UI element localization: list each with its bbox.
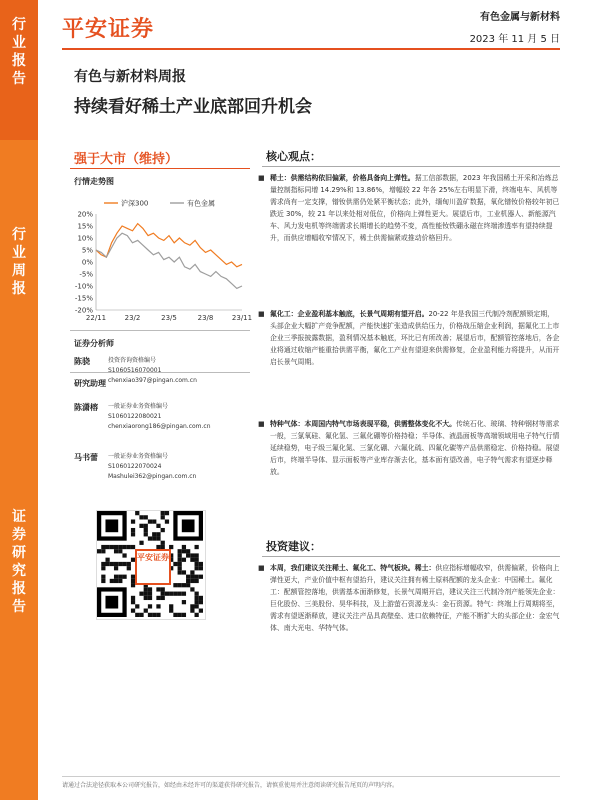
invest-divider bbox=[262, 556, 560, 557]
qr-module bbox=[182, 558, 186, 562]
qr-module bbox=[152, 532, 156, 536]
section-divider bbox=[70, 330, 250, 331]
assistant-email[interactable]: Mashulei362@pingan.com.cn bbox=[108, 473, 197, 480]
legend-label: 沪深300 bbox=[121, 199, 149, 208]
assistant-license-number: S1060122080021 bbox=[108, 413, 162, 420]
y-tick-label: 15% bbox=[77, 222, 93, 231]
x-tick-label: 23/11 bbox=[231, 314, 253, 322]
qr-module bbox=[178, 566, 182, 570]
core-point: 氟化工：企业盈利基本触底，长景气周期有望开启。20-22 年是我国三代制冷剂配额锁定期，头部企业大幅扩产竞争配额，产能快速扩张造成供给压力，价格战压缩企业利润，据氟化工上市企业三季报披露数据，盈利情况基本触底，环比已有所改善；展望后市，配额管控落地后，各企业将通过收缩产能重拾供需平衡，氟化工产业有望迎来供需修复，企业盈利能力将提升，从而开启长景气周期。 bbox=[270, 310, 560, 366]
x-tick-label: 22/11 bbox=[85, 314, 107, 322]
qr-module bbox=[165, 592, 169, 596]
sidebar bbox=[0, 0, 38, 800]
analyst-qualification-label: 投资咨询资格编号 bbox=[108, 357, 157, 364]
qr-module bbox=[101, 562, 105, 566]
qr-module bbox=[190, 579, 194, 583]
qr-module bbox=[101, 549, 105, 553]
invest-heading: 投资建议： bbox=[266, 540, 321, 553]
y-tick-label: 0% bbox=[81, 258, 93, 267]
qr-module bbox=[131, 609, 135, 613]
legend-label: 有色金属 bbox=[187, 199, 215, 208]
qr-module bbox=[152, 536, 156, 540]
report-category: 有色金属与新材料 bbox=[480, 12, 560, 23]
qr-module bbox=[156, 604, 160, 608]
qr-module bbox=[135, 613, 139, 617]
report-date: 2023 年 11 月 5 日 bbox=[469, 34, 560, 45]
x-tick-label: 23/8 bbox=[197, 314, 214, 322]
qr-module bbox=[131, 528, 135, 532]
footer-divider bbox=[62, 776, 560, 777]
qr-module bbox=[127, 562, 131, 566]
qr-module bbox=[186, 549, 190, 553]
qr-module bbox=[122, 562, 126, 566]
qr-module bbox=[186, 553, 190, 557]
sidebar-label-industry-report: 行 业 报 告 bbox=[12, 17, 26, 87]
qr-module bbox=[156, 532, 160, 536]
qr-module bbox=[186, 575, 190, 579]
qr-module bbox=[156, 524, 160, 528]
qr-module bbox=[105, 545, 109, 549]
qr-module bbox=[148, 587, 152, 591]
qr-module bbox=[178, 553, 182, 557]
qr-module bbox=[190, 570, 194, 574]
series-line bbox=[96, 224, 242, 267]
qr-module bbox=[114, 566, 118, 570]
y-tick-label: 10% bbox=[77, 234, 93, 243]
qr-module bbox=[161, 592, 165, 596]
analyst-email[interactable]: chenxiao397@pingan.com.cn bbox=[108, 377, 197, 384]
qr-module bbox=[199, 600, 203, 604]
report-type: 有色与新材料周报 bbox=[74, 69, 186, 85]
qr-module bbox=[190, 575, 194, 579]
qr-module bbox=[139, 515, 143, 519]
footer-disclaimer: 请通过合法途径获取本公司研究报告，如经由未经许可的渠道获得研究报告，请慎重使用并注意阅读研究报告尾页的声明内容。 bbox=[62, 782, 399, 789]
qr-module bbox=[144, 524, 148, 528]
qr-module bbox=[182, 600, 186, 604]
series-line bbox=[96, 233, 242, 288]
qr-module bbox=[195, 600, 199, 604]
qr-module bbox=[101, 575, 105, 579]
qr-module bbox=[105, 562, 109, 566]
qr-module bbox=[195, 604, 199, 608]
y-tick-label: 20% bbox=[77, 210, 93, 219]
qr-module bbox=[178, 583, 182, 587]
qr-module bbox=[114, 575, 118, 579]
qr-module bbox=[161, 515, 165, 519]
qr-module bbox=[122, 575, 126, 579]
qr-module bbox=[195, 579, 199, 583]
qr-module bbox=[178, 613, 182, 617]
qr-module bbox=[148, 613, 152, 617]
qr-module bbox=[152, 613, 156, 617]
qr-module bbox=[101, 566, 105, 570]
qr-module bbox=[105, 558, 109, 562]
core-point: 稀土：供需结构依旧偏紧，价格具备向上弹性。据工信部数据，2023 年我国稀土开采和冶炼总量控制指标同增 14.29%和 13.86%，增幅较 22 年各 25%左右明显下滑，终端电车、风机等需求尚有一定支撑，镨钕供需仍处紧平衡状态；此外，缅甸川盈矿数据，氧化镨钕价格较年初已跌近 30%，较 21 年以来处相对低位，价格向上弹性更大。展望后市，工业机器人、新能源汽车、风力发电机等终端需求长期增长的趋势不变，高性能钕铁硼永磁在终端渗透率有望持续提升，而供应增幅收窄情况下，稀土供需偏紧或推动价格回升。 bbox=[270, 174, 560, 242]
qr-module bbox=[178, 558, 182, 562]
qr-module bbox=[148, 536, 152, 540]
qr-module bbox=[139, 592, 143, 596]
qr-module bbox=[182, 613, 186, 617]
qr-module bbox=[161, 587, 165, 591]
qr-module bbox=[118, 579, 122, 583]
rating-divider bbox=[70, 168, 250, 169]
trend-heading: 行情走势图 bbox=[74, 177, 114, 186]
qr-module bbox=[122, 545, 126, 549]
core-heading: 核心观点： bbox=[266, 150, 321, 163]
qr-module bbox=[199, 575, 203, 579]
qr-module bbox=[131, 519, 135, 523]
qr-module bbox=[190, 558, 194, 562]
qr-module bbox=[173, 583, 177, 587]
qr-module bbox=[144, 515, 148, 519]
qr-module bbox=[190, 604, 194, 608]
invest-point: 本周，我们建议关注稀土、氟化工、特气板块。稀土：供应指标增幅收窄，供需偏紧，价格向上弹性更大，产业价值中枢有望抬升，建议关注拥有稀土原料配额的龙头企业：中国稀土。氟化工：配额管控落地，供需基本面渐修复，长景气周期开启，建议关注三代制冷剂产能领先企业：巨化股份、三美股份、昊华科技，及上游萤石资源龙头：金石资源。特气：终端上行周期将至，需求有望逐渐释放，建议关注产品具高壁垒、进口依赖特征，产能不断扩大的头部企业：金宏气体、南大光电、华特气体。 bbox=[270, 564, 560, 632]
qr-logo: 平安证券 bbox=[135, 549, 171, 585]
qr-module bbox=[127, 566, 131, 570]
qr-module bbox=[131, 596, 135, 600]
y-tick-label: -10% bbox=[74, 282, 93, 291]
section-divider bbox=[70, 372, 250, 373]
qr-module bbox=[114, 545, 118, 549]
y-tick-label: -15% bbox=[74, 294, 93, 303]
qr-module bbox=[101, 545, 105, 549]
qr-module bbox=[161, 541, 165, 545]
qr-module bbox=[161, 511, 165, 515]
rating-label: 强于大市（维持） bbox=[74, 152, 179, 167]
x-tick-label: 23/2 bbox=[124, 314, 141, 322]
qr-module bbox=[169, 592, 173, 596]
qr-module bbox=[118, 545, 122, 549]
qr-module bbox=[101, 579, 105, 583]
qr-module bbox=[199, 566, 203, 570]
qr-module bbox=[148, 596, 152, 600]
qr-module bbox=[144, 532, 148, 536]
qr-module bbox=[156, 596, 160, 600]
page-title: 持续看好稀土产业底部回升机会 bbox=[74, 97, 312, 117]
qr-module bbox=[152, 519, 156, 523]
qr-module bbox=[195, 596, 199, 600]
qr-module bbox=[127, 545, 131, 549]
qr-module bbox=[139, 541, 143, 545]
header-divider bbox=[62, 48, 560, 50]
bullet-icon: ■ bbox=[258, 420, 265, 428]
bullet-icon: ■ bbox=[258, 174, 265, 182]
qr-module bbox=[182, 549, 186, 553]
qr-module bbox=[144, 587, 148, 591]
qr-module bbox=[131, 532, 135, 536]
brand-logo: 平安证券 bbox=[62, 17, 155, 42]
bullet-icon: ■ bbox=[258, 310, 265, 318]
qr-module bbox=[135, 511, 139, 515]
qr-module bbox=[144, 592, 148, 596]
core-divider bbox=[262, 166, 560, 167]
x-tick-label: 23/5 bbox=[161, 314, 177, 322]
assistant-qualification-label: 一般证券业务资格编号 bbox=[108, 453, 169, 460]
qr-module bbox=[110, 562, 114, 566]
qr-module bbox=[190, 609, 194, 613]
assistant-qualification-label: 一般证券业务资格编号 bbox=[108, 403, 169, 410]
qr-module bbox=[182, 545, 186, 549]
qr-module bbox=[186, 583, 190, 587]
qr-finder bbox=[182, 519, 195, 532]
qr-module bbox=[156, 587, 160, 591]
qr-module bbox=[148, 592, 152, 596]
qr-module bbox=[195, 545, 199, 549]
qr-code[interactable] bbox=[96, 510, 206, 620]
qr-module bbox=[173, 562, 177, 566]
qr-module bbox=[195, 575, 199, 579]
qr-module bbox=[144, 528, 148, 532]
qr-module bbox=[182, 570, 186, 574]
qr-module bbox=[118, 562, 122, 566]
core-point: 特种气体：本周国内特气市场表现平稳，供需整体变化不大。传统石化、玻璃、特种钢材等需求一般，三氯氧硅、氟化氢、三氟化硼等价格持稳；半导体、液晶面板等高端领域用电子特气行情延续稳势，电子级三氟化氮、三氯化硼、六氟化硫、四氟化碳等产品供需稳定、价格持稳。展望后市，终端半导体、显示面板等产业库存渐去化，基本面有望改善，电子特气需求有望逐步释放。 bbox=[270, 420, 560, 476]
assistant-info bbox=[108, 452, 196, 482]
qr-module bbox=[118, 549, 122, 553]
qr-module bbox=[195, 592, 199, 596]
qr-module bbox=[199, 596, 203, 600]
qr-finder bbox=[105, 596, 118, 609]
qr-module bbox=[131, 600, 135, 604]
analyst-info bbox=[108, 356, 197, 386]
qr-module bbox=[161, 528, 165, 532]
qr-module bbox=[156, 536, 160, 540]
qr-module bbox=[195, 562, 199, 566]
qr-module bbox=[195, 553, 199, 557]
qr-module bbox=[97, 549, 101, 553]
assistant-name: 陈潇榕 bbox=[74, 403, 98, 412]
qr-module bbox=[169, 604, 173, 608]
qr-module bbox=[173, 592, 177, 596]
qr-module bbox=[161, 596, 165, 600]
qr-module bbox=[169, 609, 173, 613]
qr-module bbox=[122, 553, 126, 557]
qr-module bbox=[156, 613, 160, 617]
qr-module bbox=[165, 511, 169, 515]
qr-module bbox=[178, 570, 182, 574]
assistant-email[interactable]: chenxiaorong186@pingan.com.cn bbox=[108, 423, 211, 430]
qr-module bbox=[114, 562, 118, 566]
qr-module bbox=[114, 579, 118, 583]
qr-module bbox=[135, 604, 139, 608]
y-tick-label: -20% bbox=[74, 306, 93, 315]
qr-module bbox=[190, 553, 194, 557]
qr-module bbox=[173, 613, 177, 617]
qr-module bbox=[139, 524, 143, 528]
qr-module bbox=[148, 604, 152, 608]
qr-module bbox=[199, 609, 203, 613]
qr-module bbox=[118, 575, 122, 579]
qr-module bbox=[114, 549, 118, 553]
analyst-name: 陈骁 bbox=[74, 357, 90, 366]
assistant-license-number: S1060122070024 bbox=[108, 463, 162, 470]
qr-module bbox=[165, 519, 169, 523]
assistants-heading: 研究助理 bbox=[74, 379, 106, 388]
qr-module bbox=[110, 545, 114, 549]
analysts-heading: 证券分析师 bbox=[74, 339, 114, 348]
qr-finder bbox=[105, 519, 118, 532]
qr-module bbox=[182, 592, 186, 596]
trend-chart bbox=[70, 196, 253, 326]
sidebar-label-weekly: 行 业 周 报 bbox=[12, 227, 26, 297]
qr-module bbox=[148, 519, 152, 523]
qr-module bbox=[178, 592, 182, 596]
assistant-info bbox=[108, 402, 211, 432]
qr-module bbox=[190, 587, 194, 591]
qr-module bbox=[110, 579, 114, 583]
qr-module bbox=[139, 613, 143, 617]
sidebar-label-research: 证 券 研 究 报 告 bbox=[12, 509, 26, 615]
qr-module bbox=[178, 549, 182, 553]
assistant-name: 马书蕾 bbox=[74, 453, 98, 462]
analyst-license-number: S1060516070001 bbox=[108, 367, 162, 374]
qr-module bbox=[195, 613, 199, 617]
qr-module bbox=[199, 562, 203, 566]
qr-module bbox=[144, 609, 148, 613]
qr-module bbox=[144, 596, 148, 600]
qr-module bbox=[178, 562, 182, 566]
qr-module bbox=[182, 583, 186, 587]
qr-module bbox=[186, 579, 190, 583]
y-tick-label: -5% bbox=[79, 270, 93, 279]
qr-module bbox=[195, 558, 199, 562]
y-tick-label: 5% bbox=[81, 246, 93, 255]
bullet-icon: ■ bbox=[258, 564, 265, 572]
qr-module bbox=[195, 566, 199, 570]
